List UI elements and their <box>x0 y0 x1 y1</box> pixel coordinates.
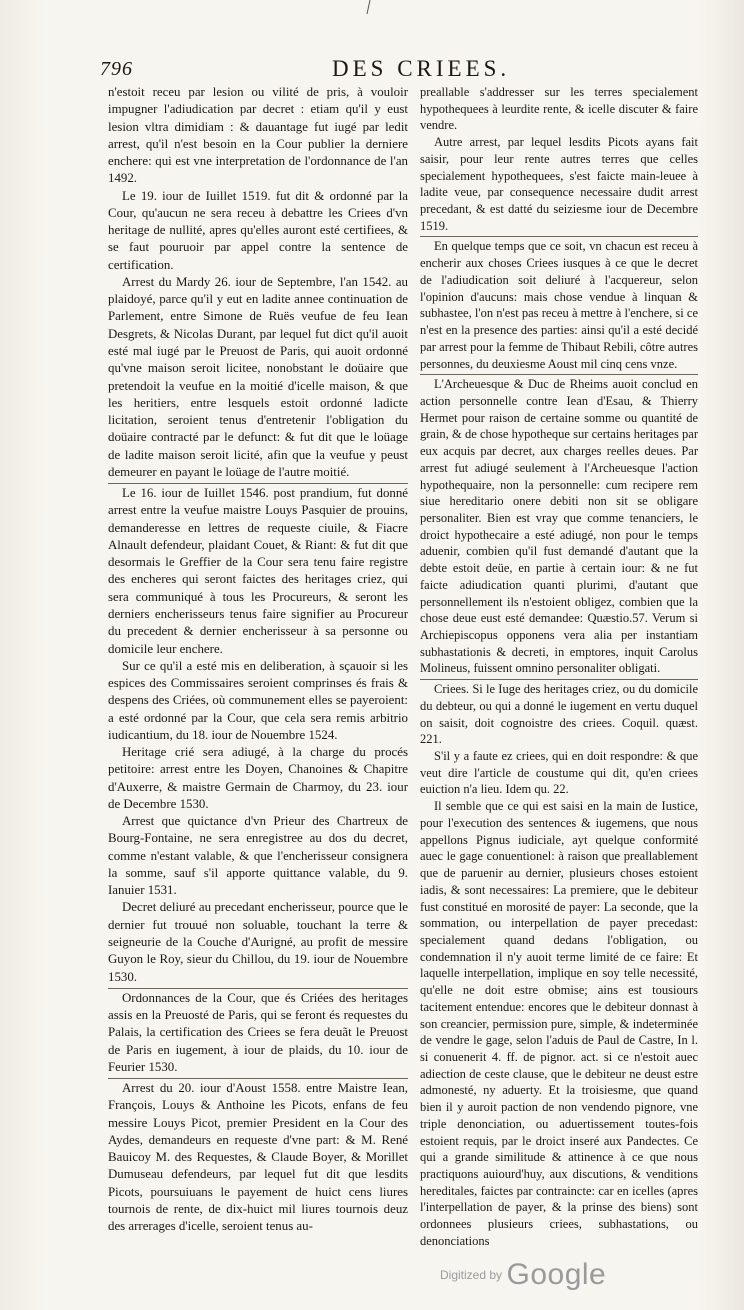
digitized-by-text: Digitized by <box>440 1268 503 1282</box>
paragraph: Arrest du Mardy 26. iour de Septembre, l'an 1542. au plaidoyé, parce qu'il y eut en ladite annee continuation de Parlement, entre Simone de Ruës veufue de feu Iean Desgrets, & Nicolas Durant, par lequel fut dict qu'il auoit esté mal iugé par le Preuost de Paris, qui auoit ordonné qu'vne maison seroit licitee, nonobstant le doüaire que pretendoit la veufue en la moitié d'icelle maison, & que les heritiers, entre lesquels estoit ordonné ladicte licitation, seroient tenus d'entretenir l'obligation du doüaire contracté par le defunct: & fut dit que le loüage de ladite maison seroit licité, afin que la veufue y peust demeurer en payant le loüage de l'autre moitié. <box>108 274 408 479</box>
paragraph: Decret deliuré au precedant encherisseur, pource que le dernier fut trouué non soluable, touchant la terre & seigneurie de la Couche d'Aurigné, au profit de messire Guyon le Roy, sieur du Chillou, du 19. iour de Nouembre 1530. <box>108 900 408 984</box>
paragraph: En quelque temps que ce soit, vn chacun est receu à encherir aux choses Criees iusques à ce que le decret de l'adiudication soit deliuré à l'acquereur, selon l'opinion d'aucuns: mais chose vendue à linquan & subhastee, l'on n'est pas receu à mettre à l'enchere, si ce n'est en la presence des parties: ainsi qu'il a esté decidé par arrest pour la femme de Thibaut Rebili, côtre autres personnes, du deuxiesme Aoust mil cinq cens vnze. <box>420 236 698 372</box>
paragraph: S'il y a faute ez criees, qui en doit respondre: & que veut dire l'article de coustume qui dit, qu'en criees euiction n'a lieu. Idem qu. 22. <box>420 749 698 797</box>
paragraph: Sur ce qu'il a esté mis en deliberation, à sçauoir si les espices des Commissaires seroient comprinses és frais & despens des Criées, où communement elles se payeroient: a esté ordonné par la Cour, que cela sera remis arbitrio iudicantium, du 18. iour de Nouembre 1524. <box>108 658 408 742</box>
paragraph: Le 16. iour de Iuillet 1546. post prandium, fut donné arrest entre la veufue maistre Louys Pasquier de prouins, demanderesse en lettres de requeste ciuile, & Fiacre Alnault defendeur, plaidant Couet, & Riant: & fut dit que desormais le Greffier de la Cour sera tenu faire registre des encheres qui seront faictes des heritages criez, qui sera communiqué à tous les Procureurs, & seront les derniers encherisseurs tenus faire signifier au Procureur du precedent & dernier encherisseur à sa personne ou domicile leur enchere. <box>108 483 408 658</box>
left-column <box>108 84 408 1236</box>
paragraph: Autre arrest, par lequel lesdits Picots ayans fait saisir, pour leur rente autres terres que celles specialement hypothequees, s'est faicte main-leuee à ladite veue, par consequence necessaire dudit arrest precedant, & est datté du seiziesme iour de Decembre 1519. <box>420 135 698 233</box>
paragraph: Le 19. iour de Iuillet 1519. fut dit & ordonné par la Cour, qu'aucun ne sera receu à debattre les Criees d'vn heritage de nullité, apres qu'elles auront esté certifiees, & se faut pouruoir par appel contre la sentence de certification. <box>108 188 408 272</box>
paragraph: L'Archeuesque & Duc de Rheims auoit conclud en action personnelle contre Iean d'Esau, & Thierry Hermet pour raison de certaine somme ou quantité de grain, & de chose hypotheque sur certains heritages par eux acquis par decret, aux charges reelles deues. Par arrest fut adiugé seulement à l'Archeuesque l'action hypothequaire, non la personnelle: cum recipere rem siue hereditario onere debiti non sit se obligare personaliter. Bien est vray que comme tenanciers, le droict hypothecaire a esté adiugé, non pour le temps aduenir, combien qu'il fust demandé d'autant que la debte estoit deüe, en partie à certain iour: & ne fut faicte adiudication quanti plurimi, d'autant que personnellement ils n'estoient obligez, combien que la chose deue eust esté demandee: Quæstio.57. Verum si Archiepiscopus opponens vera alia per instantiam subhastationis & decreti, in emptores, inquit Carolus Molineus, fuissent omnino personaliter obligati. <box>420 374 698 677</box>
paragraph: Arrest que quictance d'vn Prieur des Chartreux de Bourg-Fontaine, ne sera enregistree au dos du decret, comme n'estant valable, & que l'encherisseur consignera la somme, sauf s'il apporte quittance valable, du 9. Ianuier 1531. <box>108 814 408 898</box>
paragraph: Ordonnances de la Cour, que és Criées des heritages assis en la Preuosté de Paris, qui se feront és requestes du Palais, la certification des Criees se fera deuãt le Preuost de Paris en iugement, à iour de plaids, du 10. iour de Feurier 1530. <box>108 988 408 1076</box>
paragraph: Arrest du 20. iour d'Aoust 1558. entre Maistre Iean, François, Louys & Anthoine les Picots, enfans de feu messire Louys Picot, premier President en la Cour des Aydes, demandeurs en requeste d'vne part: & M. René Bauicoy M. des Requestes, & Claude Boyer, & Morillet Dumuseau defendeurs, par lequel fut dit que lesdits Picots, poursuiuans le payement de huict cens liures tournois de rente, de dix-huict mil liures tournois deuz des arrerages d'icelle, seroient tenus au- <box>108 1078 408 1235</box>
paragraph: Criees. Si le Iuge des heritages criez, ou du domicile du debteur, ou qui a donné le iugement en vertu duquel on saisit, doit cognoistre des criees. Coquil. quæst. 221. <box>420 679 698 748</box>
paragraph: Il semble que ce qui est saisi en la main de Iustice, pour l'execution des sentences & iugemens, que nous appellons Pignus iudiciale, ayt quelque conformité auec le gage conuentionel: à raison que preallablement que de paruenir au dernier, plusieurs choses estoient iadis, & sont necessaires: La premiere, que le debiteur fust constitué en morosité de payer: La seconde, que la sommation, ou interpellation de payer precedast: specialement quand dedans l'obligation, ou condemnation il n'y auoit terme limité de ce faire: Et laquelle interpellation, implique en soy telle necessité, qu'elle ne doit estre obmise; ains est tousiours tacitement entendue: encores que le debiteur donnast à son creancier, permission pure, simple, & indeterminée de vendre le gage, selon l'aduis de Paul de Castre, In l. si conuenerit 4. ff. de pignor. act. si ce n'estoit auec adiection de ceste clause, que le debiteur ne deust estre admonesté, ny aduerty. Et la troisiesme, que quand bien il y auroit paction de non vendendo pignore, vne triple denonciation, ou aduertissement toutes-fois estoient requis, par le droict inseré aux Pandectes. Ce qui a grande similitude & attinence à ce que nous practiquons auiourd'huy, aux discutions, & venditions hereditales, faictes par contraincte: car en icelles (apres l'interpellation de payer, & la prinse des biens) sont ordonnees plusieurs criees, subhastations, ou denonciations <box>420 799 698 1248</box>
google-logo: Google <box>506 1258 607 1291</box>
digitized-watermark <box>440 1258 606 1292</box>
margin-mark <box>367 0 381 14</box>
page-number: 796 <box>100 58 133 80</box>
right-column <box>420 84 698 1250</box>
paragraph: preallable s'addresser sur les terres specialement hypothequees à leurdite rente, & icelle discuter & faire vendre. <box>420 85 698 133</box>
page-header <box>100 56 690 84</box>
running-head: DES CRIEES. <box>332 56 511 81</box>
paragraph: Heritage crié sera adiugé, à la charge du procés petitoire: arrest entre les Doyen, Chanoines & Chapitre d'Auxerre, & maistre Germain de Charmoy, du 23. iour de Decembre 1530. <box>108 745 408 811</box>
paragraph: n'estoit receu par lesion ou vilité de pris, à vouloir impugner l'adiudication par decret : etiam qu'il y eust lesion vltra dimidiam : & dauantage fut iugé par ledit arrest, qu'il n'est besoin en la Cour publier la derniere enchere: qui est vne interpretation de l'ordonnance de l'an 1492. <box>108 85 408 186</box>
